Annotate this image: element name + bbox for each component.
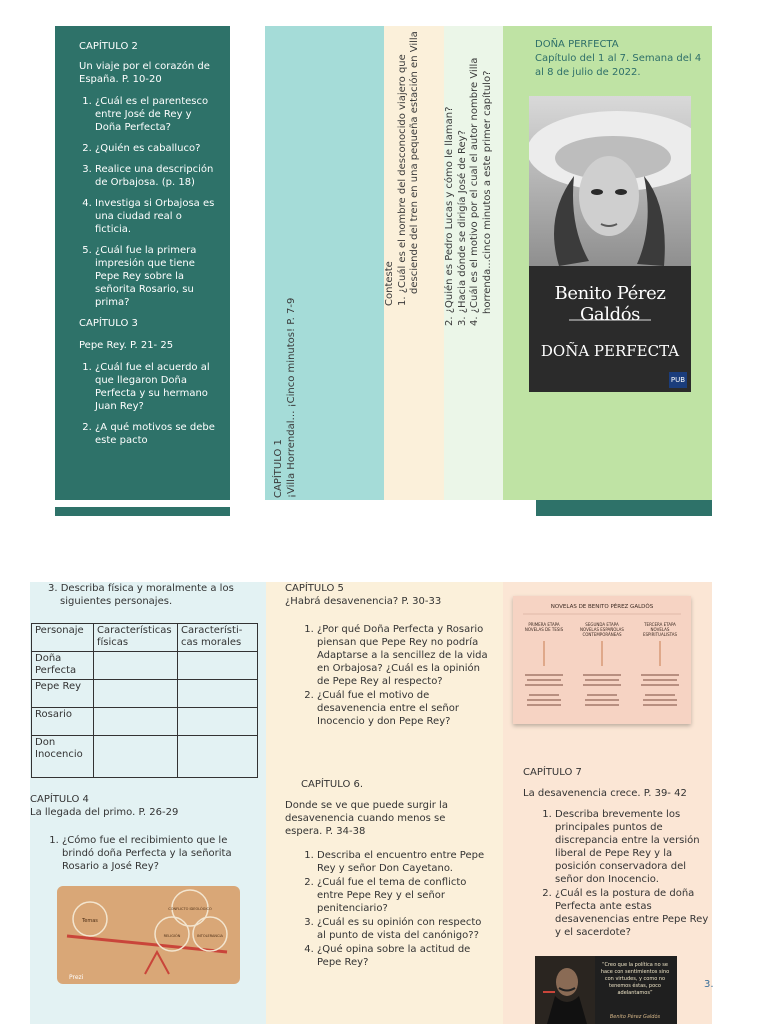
chapter-4-panel — [30, 582, 266, 1024]
ch2-title: CAPÍTULO 2 — [79, 41, 138, 52]
list-item: 1. Describa brevemente los principales puntos de discrepancia entre la versión liberal de Pepe Rey y la posición conservadora del señor don Inocencio. — [555, 808, 711, 886]
chapter-5-6-panel — [266, 582, 503, 1024]
ch3-subtitle: Pepe Rey. P. 21- 25 — [79, 340, 174, 351]
ch3-question-list — [79, 361, 218, 447]
contest-label: Conteste — [384, 261, 395, 306]
list-item: 1. ¿Por qué Doña Perfecta y Rosario piensan que Pepe Rey no podría Adaptarse a la sencillez de la vida en Orbajosa? ¿Cuál es la opinión de Pepe Rey al respecto? — [317, 623, 489, 688]
chapter-7-panel — [503, 582, 712, 1024]
themes-diagram — [57, 886, 240, 984]
ch4-question-list — [46, 834, 246, 874]
ch1-question-4b: horrenda...cinco minutos a este primer capítulo? — [481, 70, 493, 314]
chapter-1-questions-b — [444, 26, 503, 500]
seesaw-diagram — [57, 886, 240, 984]
character-table — [31, 623, 258, 778]
ch7-title: CAPÍTULO 7 — [523, 767, 582, 778]
list-item: 1. ¿Cuál es el parentesco entre José de Rey y Doña Perfecta? — [95, 95, 218, 134]
novel-chart-title: NOVELAS DE BENITO PÉREZ GALDÓS — [550, 604, 654, 610]
cover-panel — [503, 26, 712, 500]
list-item: 1. Describa el encuentro entre Pepe Rey y señor Don Cayetano. — [317, 849, 491, 875]
novel-stage: TERCERA ETAPA NOVELAS ESPIRITUALISTAS — [642, 622, 678, 637]
publisher-badge: PUB — [669, 372, 687, 388]
ch4-title: CAPÍTULO 4 — [30, 794, 89, 805]
ch1-question-1b: desciende del tren en una pequeña estación en Villa — [409, 31, 420, 294]
diagram-label: INTOLERANCIA — [197, 934, 223, 938]
ch3-title: CAPÍTULO 3 — [79, 318, 138, 329]
ch1-subtitle: ¡Villa Horrendal… ¡Cinco minutos! P. 7-9 — [285, 297, 297, 498]
list-item: 3. ¿Cuál es su opinión con respecto al punto de vista del canónigo?? — [317, 916, 491, 942]
diagram-label: Temas — [82, 918, 98, 924]
ch2-question-list — [79, 95, 218, 309]
list-item: 2. ¿Quién es caballuco? — [95, 142, 218, 155]
ch6-subtitle: Donde se ve que puede surgir la desavenencia cuando menos se espera. P. 34-38 — [285, 800, 448, 837]
ch6-question-list — [301, 849, 491, 970]
list-item: 5. ¿Cuál fue la primera impresión que tiene Pepe Rey sobre la señorita Rosario, su prima? — [95, 244, 218, 309]
book-author: Benito Pérez Galdós — [554, 283, 666, 325]
ch1-question-4a: 4. ¿Cuál es el motivo por el cual el autor nombre Villa — [469, 57, 480, 326]
table-row: Pepe Rey — [32, 680, 258, 708]
table-row: Rosario — [32, 708, 258, 736]
list-item: 2. ¿Cuál es la postura de doña Perfecta ante estas desavenencias entre Pepe Rey y el sacerdote? — [555, 887, 711, 939]
ch7-question-list — [539, 808, 711, 940]
novel-chart-lines — [513, 596, 691, 724]
book-cover-image — [529, 96, 691, 392]
ch1-question-1a: 1. ¿Cuál es el nombre del desconocido viajero que — [396, 54, 408, 306]
table-header: Característi- cas morales — [178, 624, 258, 652]
ch1-question-3: 3. ¿Hacia dónde se dirigía José de Rey? — [456, 130, 468, 326]
list-item: 1. ¿Cómo fue el recibimiento que le brindó doña Perfecta y la señorita Rosario a José Rey? — [62, 834, 246, 873]
galdos-portrait — [535, 956, 595, 1024]
list-item: 4. ¿Qué opina sobre la actitud de Pepe Rey? — [317, 943, 491, 969]
list-item: 2. ¿A qué motivos se debe este pacto — [95, 421, 218, 447]
chapter-1-questions-a — [384, 26, 444, 500]
ch4-subtitle: La llegada del primo. P. 26-29 — [30, 807, 179, 818]
table-header: Características físicas — [94, 624, 178, 652]
diagram-label: CONFLICTO IDEOLÓGICO — [168, 907, 212, 911]
list-item: 2. ¿Cuál fue el motivo de desavenencia entre el señor Inocencio y don Pepe Rey? — [317, 689, 489, 728]
prezi-label: Prezi — [69, 974, 84, 981]
ch2-subtitle: Un viaje por el corazón de España. P. 10-20 — [79, 61, 210, 85]
list-item: 1. ¿Cuál fue el acuerdo al que llegaron Doña Perfecta y su hermano Juan Rey? — [95, 361, 218, 413]
ch6-title: CAPÍTULO 6. — [301, 779, 364, 790]
quote-card — [535, 956, 677, 1024]
divider-strip — [536, 500, 712, 516]
novel-stage: PRIMERA ETAPA NOVELAS DE TESIS — [524, 622, 564, 632]
list-item: 2. ¿Cuál fue el tema de conflicto entre Pepe Rey y el señor penitenciario? — [317, 876, 491, 915]
ch1-title: CAPÍTULO 1 — [273, 439, 284, 498]
book-title: DOÑA PERFECTA — [540, 342, 680, 360]
ch5-question-list — [301, 623, 489, 729]
quote-text: “Creo que la política no se hace con sentimientos sino con virtudes, y como no tenemos éstas, poco adelantamos” — [600, 962, 670, 996]
diagram-label: RELIGIÓN — [163, 934, 181, 938]
table-header: Personaje — [32, 624, 94, 652]
novel-stage: SEGUNDA ETAPA NOVELAS ESPAÑOLAS CONTEMPORÁNEAS — [580, 622, 624, 637]
quote-author: Benito Pérez Galdós — [609, 1014, 661, 1020]
table-row: Doña Perfecta — [32, 652, 258, 680]
list-item: 4. Investiga si Orbajosa es una ciudad real o ficticia. — [95, 197, 218, 236]
character-question: 3. Describa física y moralmente a los siguientes personajes. — [48, 583, 234, 607]
ch1-question-2: 2. ¿Quién es Pedro Lucas y cómo le llaman? — [444, 106, 455, 326]
novel-stages-chart — [513, 596, 691, 724]
list-item: 3. Realice una descripción de Orbajosa. (p. 18) — [95, 163, 218, 189]
ch5-subtitle: ¿Habrá desavenencia? P. 30-33 — [285, 596, 442, 607]
ch7-subtitle: La desavenencia crece. P. 39- 42 — [523, 788, 687, 799]
ch5-title: CAPÍTULO 5 — [285, 583, 344, 594]
question-number: 3. — [704, 979, 714, 990]
divider-strip — [55, 507, 230, 516]
cover-title: DOÑA PERFECTA — [535, 39, 619, 50]
table-row: Don Inocencio — [32, 736, 258, 778]
cover-title-block — [535, 38, 707, 80]
chapter-1-panel — [265, 26, 384, 500]
cover-subtitle: Capítulo del 1 al 7. Semana del 4 al 8 de julio de 2022. — [535, 53, 702, 78]
chapter-2-3-panel — [55, 26, 230, 500]
